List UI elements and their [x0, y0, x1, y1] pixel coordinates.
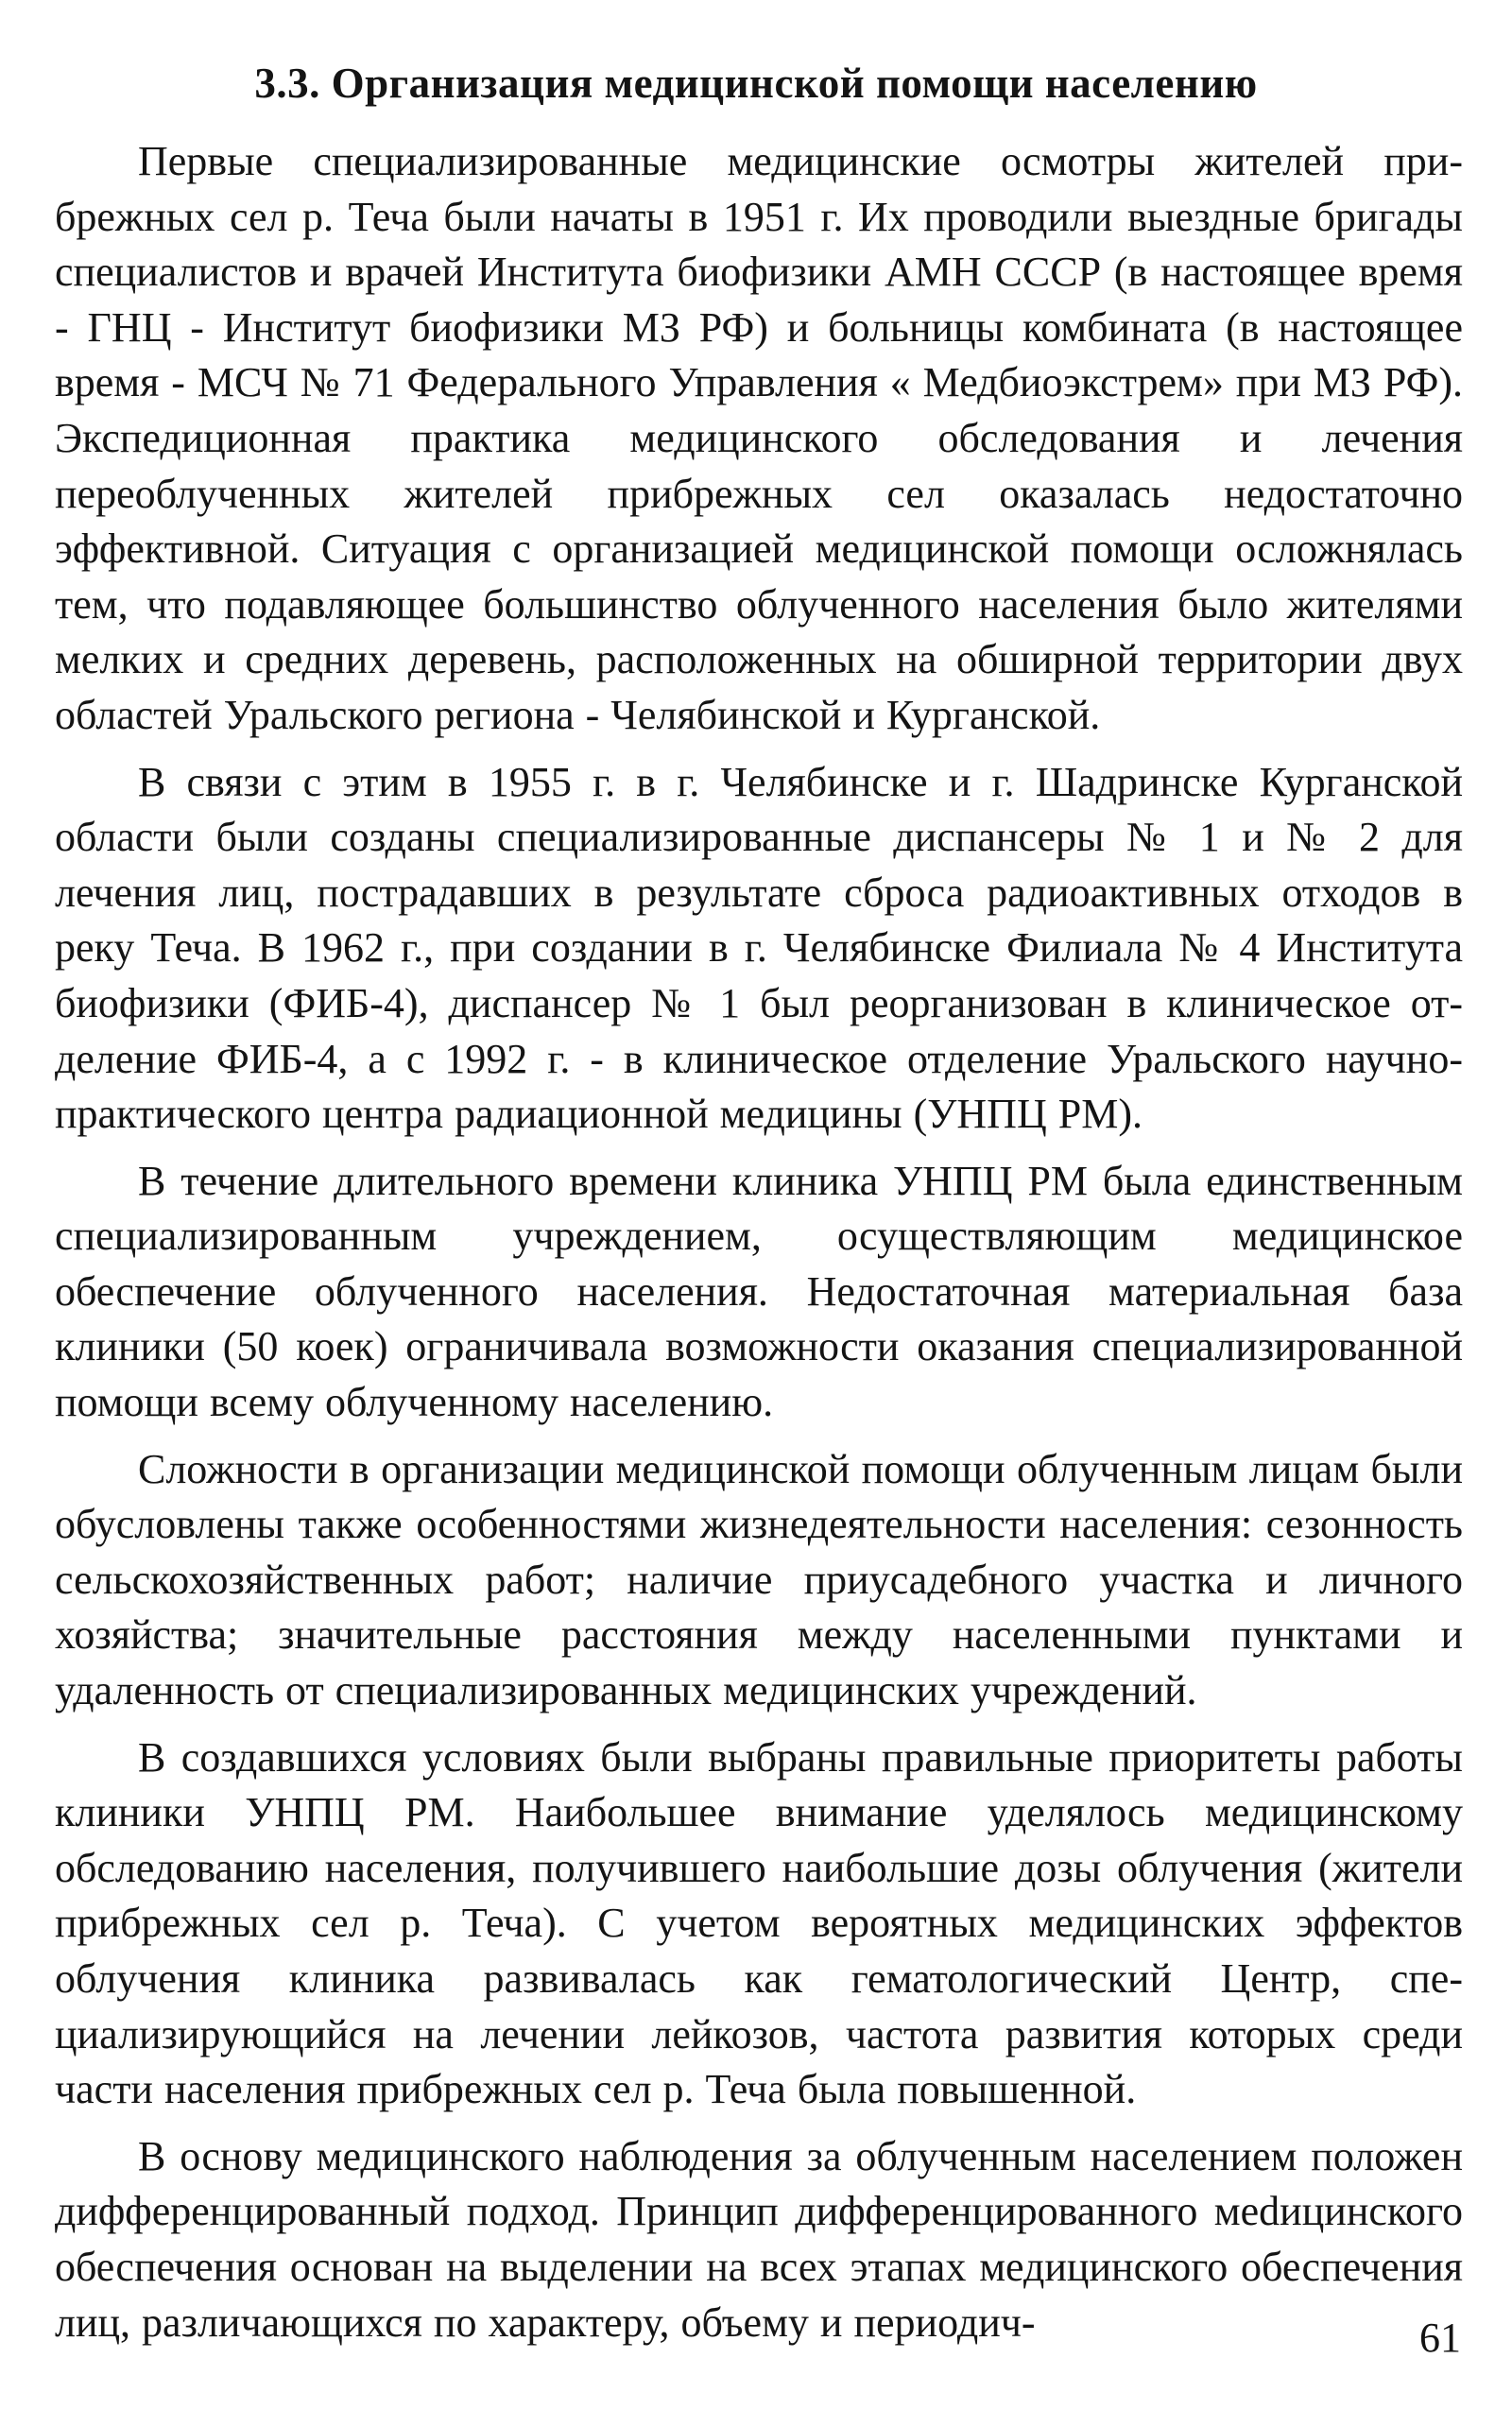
paragraph-5: В создавшихся условиях были выбраны правильные приоритеты работы клиники УНПЦ РМ. Наибольшее внимание уделялось медицинскому обследованию населения, получившего наибольшие дозы облучения (жители прибрежных сел р. Теча). С учетом вероятных медицинских эффектов облучения клиника развивалась как гематологический Центр, специализирующийся на лечении лейкозов, частота развития которых среди части населения прибрежных сел р. Теча была повышенной. [55, 1733, 1463, 2113]
paragraph-3: В течение длительного времени клиника УНПЦ РМ была единственным специализированным учреждением, осуществляющим медицинское обеспечение облученного населения. Недостаточная материальная база клиники (50 коек) ограничивала возможности оказания специализированной помощи всему облученному населению. [55, 1157, 1463, 1426]
paragraph-6: В основу медицинского наблюдения за облученным населением положен дифференцированный подход. Принцип дифференцированного меdицинского обеспечения основан на выделении на всех этапах медицинского обеспечения лиц, различающихся по характеру, объему и периодич- [55, 2132, 1463, 2346]
body-text [55, 134, 1463, 2362]
paragraph-1: Первые специализированные медицинские осмотры жителей прибрежных сел р. Теча были начаты в 1951 г. Их проводили выездные бригады специалистов и врачей Института биофизики АМН СССР (в настоящее время - ГНЦ - Институт биофизики МЗ РФ) и больницы комбината (в настоящее время - МСЧ № 71 Федерального Управления « Медбиоэкстрем» при МЗ РФ). Экспедиционная практика медицинского обследования и лечения переоблученных жителей прибрежных сел оказалась недостаточно эффективной. Ситуация с организацией медицинской помощи осложнялась тем, что подавляющее большинство облученного населения было жителями мелких и средних деревень, расположенных на обширной территории двух областей Уральского региона - Челябинской и Курганской. [55, 138, 1463, 738]
section-heading: 3.3. Организация медицинской помощи населению [254, 60, 1258, 107]
paragraph-2: В связи с этим в 1955 г. в г. Челябинске и г. Шадринске Курганской области были созданы специализированные диспансеры № 1 и № 2 для лечения лиц, пострадавших в результате сброса радиоактивных отходов в реку Теча. В 1962 г., при создании в г. Челябинске Филиала № 4 Института биофизики (ФИБ-4), диспансер № 1 был реорганизован в клиническое отделение ФИБ-4, а с 1992 г. - в клиническое отделение Уральского научно-практического центра радиационной медицины (УНПЦ РМ). [55, 758, 1463, 1138]
page-number: 61 [1419, 2315, 1461, 2361]
paragraph-4: Сложности в организации медицинской помощи облученным лицам были обусловлены также особенностями жизнедеятельности населения: сезонность сельскохозяйственных работ; наличие приусадебного участка и личного хозяйства; значительные расстояния между населенными пунктами и удаленность от специализированных медицинских учреждений. [55, 1445, 1463, 1714]
